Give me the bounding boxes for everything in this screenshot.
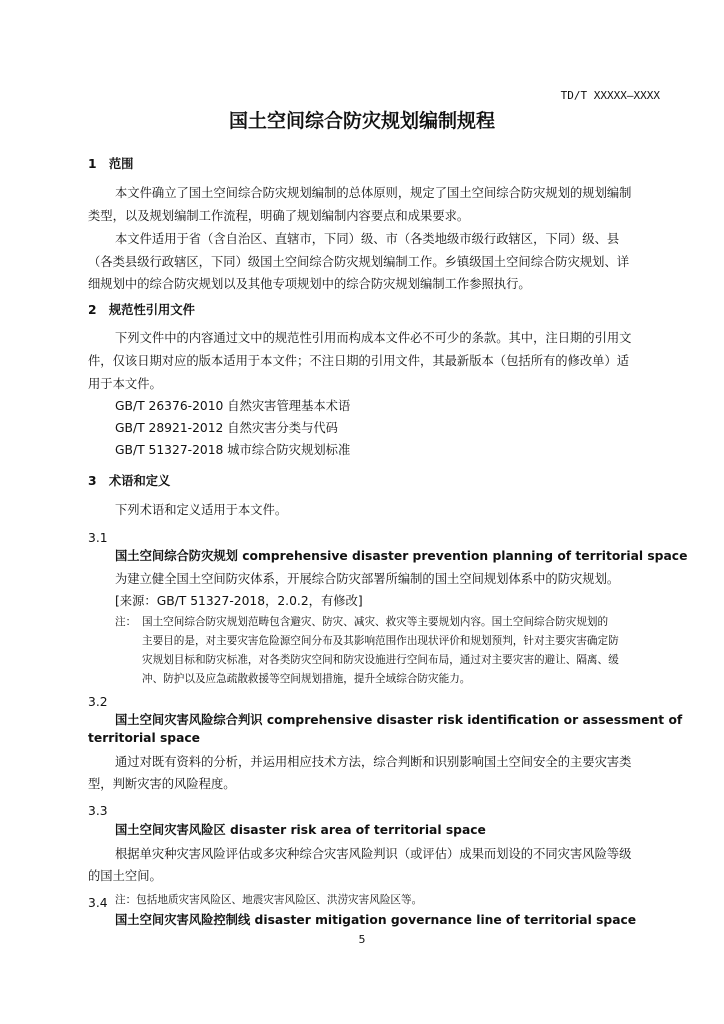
paragraph-line: 本文件确立了国土空间综合防灾规划编制的总体原则，规定了国土空间综合防灾规划的规划编制 <box>115 186 632 200</box>
reference-item: GB/T 26376-2010 自然灾害管理基本术语 <box>115 399 351 413</box>
note-line: 主要目的是，对主要灾害危险源空间分布及其影响范围作出现状评价和规划预判，针对主要灾害确定防 <box>142 635 619 647</box>
term-title: 国土空间综合防灾规划 comprehensive disaster prevention planning of territorial space <box>115 549 688 563</box>
term-number: 3.1 <box>88 531 108 545</box>
section-3-heading: 3 术语和定义 <box>88 474 171 488</box>
term-definition: 的国土空间。 <box>88 869 162 883</box>
note-line: 国土空间综合防灾规划范畴包含避灾、防灾、减灾、救灾等主要规划内容。国土空间综合防灾规划的 <box>142 616 609 628</box>
document-title: 国土空间综合防灾规划编制规程 <box>228 110 495 132</box>
paragraph-line: 件，仅该日期对应的版本适用于本文件；不注日期的引用文件，其最新版本（包括所有的修改单）适 <box>88 354 630 368</box>
term-title: 国土空间灾害风险控制线 disaster mitigation governance line of territorial space <box>115 913 637 927</box>
paragraph-line: 本文件适用于省（含自治区、直辖市，下同）级、市（各类地级市级行政辖区，下同）级、县 <box>115 232 620 246</box>
term-definition: 根据单灾种灾害风险评估或多灾种综合灾害风险判识（或评估）成果而划设的不同灾害风险等级 <box>115 847 632 861</box>
paragraph-line: 下列术语和定义适用于本文件。 <box>115 503 288 517</box>
term-title: territorial space <box>88 731 201 745</box>
term-number: 3.2 <box>88 695 108 709</box>
paragraph-line: 用于本文件。 <box>88 377 162 391</box>
reference-item: GB/T 51327-2018 城市综合防灾规划标准 <box>115 443 351 457</box>
term-source: [来源：GB/T 51327-2018，2.0.2，有修改] <box>115 594 363 608</box>
reference-item: GB/T 28921-2012 自然灾害分类与代码 <box>115 421 338 435</box>
term-definition: 型，判断灾害的风险程度。 <box>88 777 236 791</box>
paragraph-line: 下列文件中的内容通过文中的规范性引用而构成本文件必不可少的条款。其中，注日期的引用文 <box>115 331 632 345</box>
term-definition: 通过对既有资料的分析，并运用相应技术方法，综合判断和识别影响国土空间安全的主要灾害类 <box>115 755 632 769</box>
term-number: 3.3 <box>88 804 108 818</box>
paragraph-line: 细规划中的综合防灾规划以及其他专项规划中的综合防灾规划编制工作参照执行。 <box>88 277 531 291</box>
section-2-heading: 2 规范性引用文件 <box>88 303 195 317</box>
note-label: 注： <box>115 616 137 628</box>
section-1-heading: 1 范围 <box>88 157 134 171</box>
note-line: 冲、防护以及应急疏散救援等空间规划措施，提升全域综合防灾能力。 <box>142 673 471 685</box>
term-title: 国土空间灾害风险综合判识 comprehensive disaster risk identification or assessment of <box>115 713 683 727</box>
document-code: TD/T XXXXX—XXXX <box>560 89 660 102</box>
term-definition: 为建立健全国土空间防灾体系，开展综合防灾部署所编制的国土空间规划体系中的防灾规划。 <box>115 572 620 586</box>
paragraph-line: （各类县级行政辖区，下同）级国土空间综合防灾规划编制工作。乡镇级国土空间综合防灾规划、详 <box>88 255 630 269</box>
term-number: 3.4 <box>88 896 108 910</box>
note-line: 注：包括地质灾害风险区、地震灾害风险区、洪涝灾害风险区等。 <box>115 894 423 906</box>
paragraph-line: 类型，以及规划编制工作流程，明确了规划编制内容要点和成果要求。 <box>88 209 470 223</box>
page-number: 5 <box>358 933 366 946</box>
note-line: 灾规划目标和防灾标准，对各类防灾空间和防灾设施进行空间布局，通过对主要灾害的避让、隔离、缓 <box>142 654 619 666</box>
term-title: 国土空间灾害风险区 disaster risk area of territorial space <box>115 823 486 837</box>
